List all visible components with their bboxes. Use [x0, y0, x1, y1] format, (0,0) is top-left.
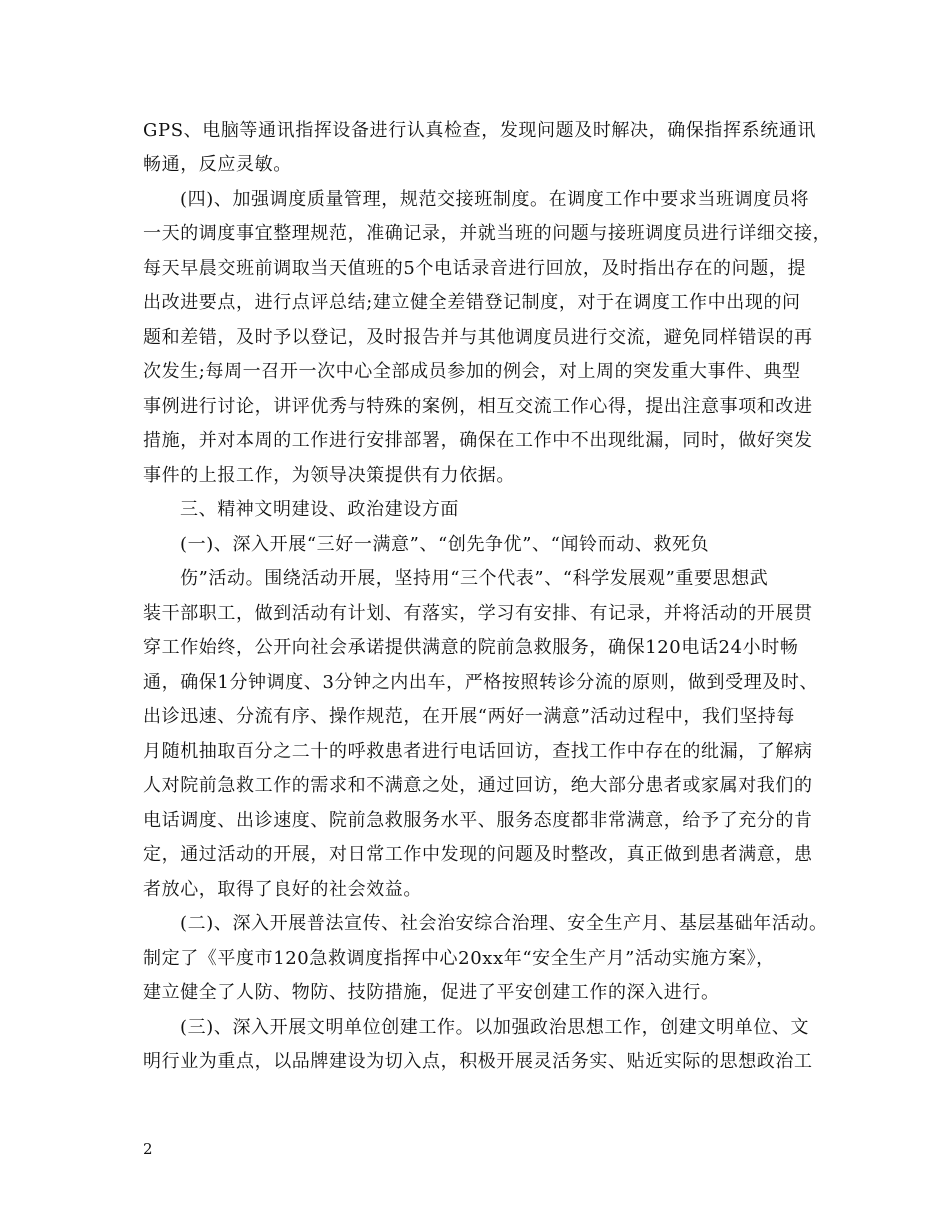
text-line: 制定了《平度市120急救调度指挥中心20xx年“安全生产月”活动实施方案》， [143, 948, 775, 969]
text-line: 题和差错，及时予以登记，及时报告并与其他调度员进行交流，避免同样错误的再 [143, 327, 813, 348]
text-line: 装干部职工，做到活动有计划、有落实，学习有安排、有记录，并将活动的开展贯 [143, 603, 813, 624]
text-line: 穿工作始终，公开向社会承诺提供满意的院前急救服务，确保120电话24小时畅 [143, 637, 799, 658]
text-line: (四)、加强调度质量管理，规范交接班制度。在调度工作中要求当班调度员将 [180, 189, 810, 210]
text-line: 建立健全了人防、物防、技防措施，促进了平安创建工作的深入进行。 [143, 982, 720, 1003]
page-number: 2 [143, 1140, 153, 1158]
text-line: 事件的上报工作，为领导决策提供有力依据。 [143, 465, 515, 486]
text-line: (三)、深入开展文明单位创建工作。以加强政治思想工作，创建文明单位、文 [180, 1017, 810, 1038]
text-line: 事例进行讨论，讲评优秀与特殊的案例，相互交流工作心得，提出注意事项和改进 [143, 396, 813, 417]
text-line: 定，通过活动的开展，对日常工作中发现的问题及时整改，真正做到患者满意，患 [143, 844, 813, 865]
text-line: (二)、深入开展普法宣传、社会治安综合治理、安全生产月、基层基础年活动。 [180, 913, 828, 934]
text-line: GPS、电脑等通讯指挥设备进行认真检查，发现问题及时解决，确保指挥系统通讯 [143, 120, 817, 141]
text-line: 明行业为重点，以品牌建设为切入点，积极开展灵活务实、贴近实际的思想政治工 [143, 1051, 813, 1072]
text-line: 每天早晨交班前调取当天值班的5个电话录音进行回放，及时指出存在的问题，提 [143, 258, 807, 279]
text-line: 者放心，取得了良好的社会效益。 [143, 879, 422, 900]
text-line: 人对院前急救工作的需求和不满意之处，通过回访，绝大部分患者或家属对我们的 [143, 775, 813, 796]
text-line: 畅通，反应灵敏。 [143, 154, 292, 175]
text-line: 出诊迅速、分流有序、操作规范，在开展“两好一满意”活动过程中，我们坚持每 [143, 706, 796, 727]
text-line: (一)、深入开展“三好一满意”、“创先争优”、“闻铃而动、救死负 [180, 534, 710, 555]
text-line: 一天的调度事宜整理规范，准确记录，并就当班的问题与接班调度员进行详细交接， [143, 223, 832, 244]
text-line: 伤”活动。围绕活动开展，坚持用“三个代表”、“科学发展观”重要思想武 [180, 568, 769, 589]
text-line: 月随机抽取百分之二十的呼救患者进行电话回访，查找工作中存在的纰漏，了解病 [143, 741, 813, 762]
section-heading: 三、精神文明建设、政治建设方面 [180, 499, 459, 520]
text-line: 出改进要点，进行点评总结;建立健全差错登记制度，对于在调度工作中出现的问 [143, 292, 801, 313]
text-line: 电话调度、出诊速度、院前急救服务水平、服务态度都非常满意，给予了充分的肯 [143, 810, 813, 831]
text-line: 通，确保1分钟调度、3分钟之内出车，严格按照转诊分流的原则，做到受理及时、 [143, 672, 819, 693]
text-line: 次发生;每周一召开一次中心全部成员参加的例会，对上周的突发重大事件、典型 [143, 361, 801, 382]
text-line: 措施，并对本周的工作进行安排部署，确保在工作中不出现纰漏，同时，做好突发 [143, 430, 813, 451]
